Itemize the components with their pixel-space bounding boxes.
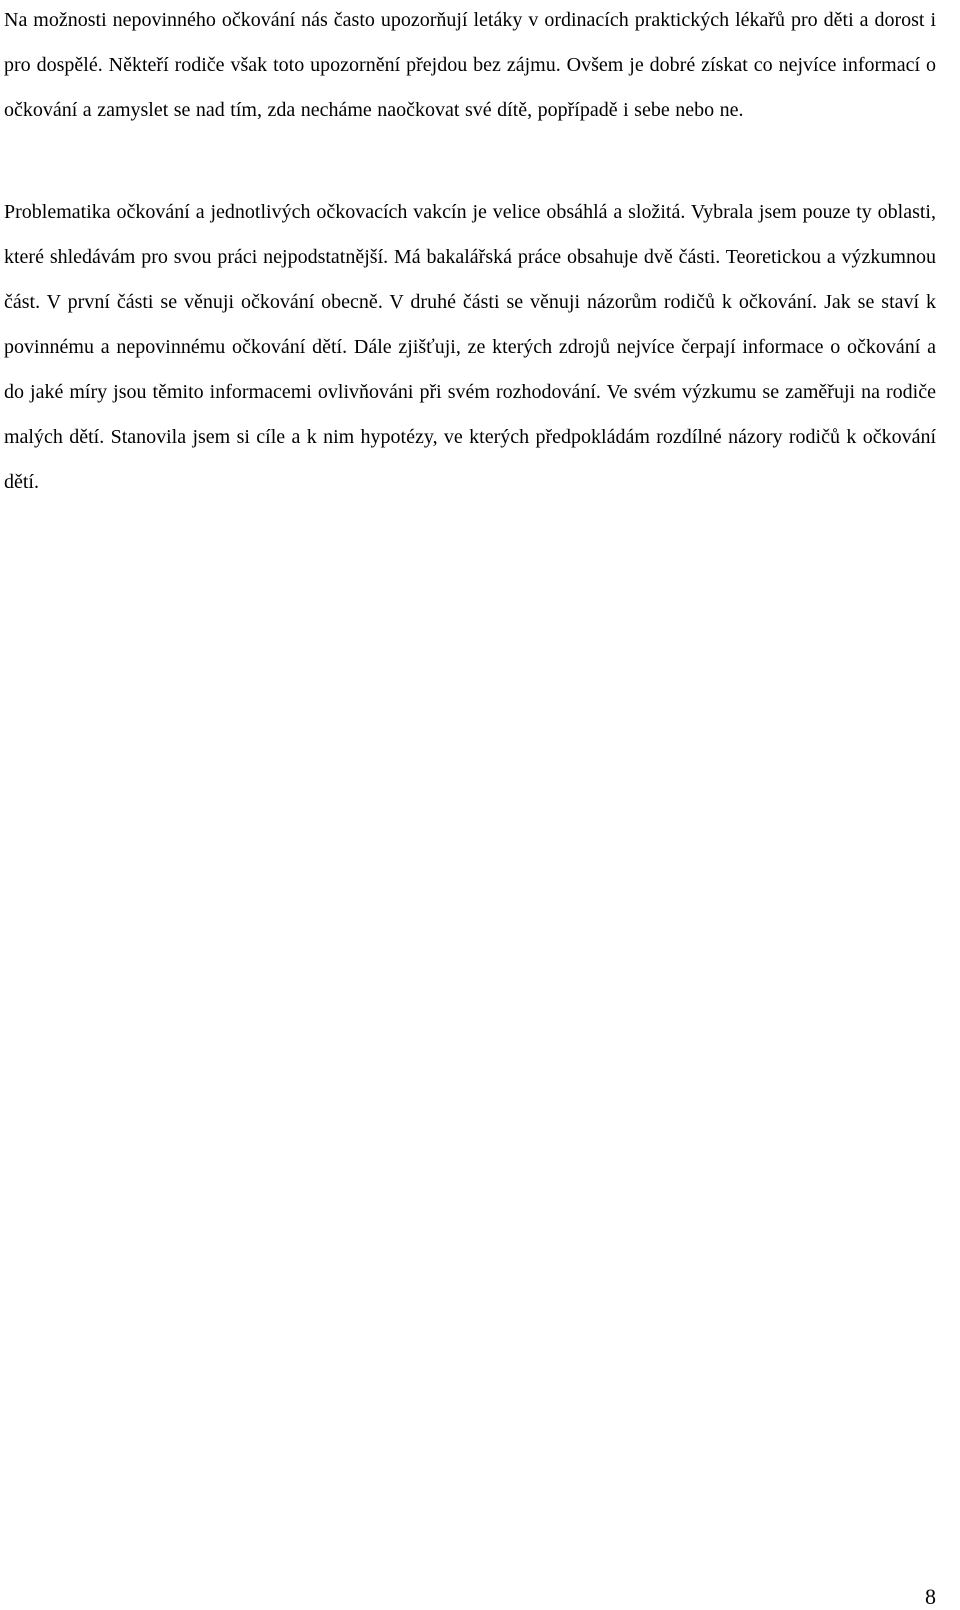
paragraph-thesis-overview: Problematika očkování a jednotlivých očkovacích vakcín je velice obsáhlá a složitá. Vybrala jsem pouze ty oblasti, které shledávám pro svou práci nejpodstatnější. Má bakalářská práce obsahuje dvě části. Teoretickou a výzkumnou část. V první části se věnuji očkování obecně. V druhé části se věnuji názorům rodičů k očkování. Jak se staví k povinnému a nepovinnému očkování dětí. Dále zjišťuji, ze kterých zdrojů nejvíce čerpají informace o očkování a do jaké míry jsou těmito informacemi ovlivňováni při svém rozhodování. Ve svém výzkumu se zaměřuji na rodiče malých dětí. Stanovila jsem si cíle a k nim hypotézy, ve kterých předpokládám rozdílné názory rodičů k očkování dětí. <box>4 201 936 493</box>
paragraph-optional-vaccination: Na možnosti nepovinného očkování nás často upozorňují letáky v ordinacích praktických lékařů pro děti a dorost i pro dospělé. Někteří rodiče však toto upozornění přejdou bez zájmu. Ovšem je dobré získat co nejvíce informací o očkování a zamyslet se nad tím, zda necháme naočkovat své dítě, popřípadě i sebe nebo ne. <box>4 9 936 121</box>
page-number: 8 <box>925 1584 936 1609</box>
